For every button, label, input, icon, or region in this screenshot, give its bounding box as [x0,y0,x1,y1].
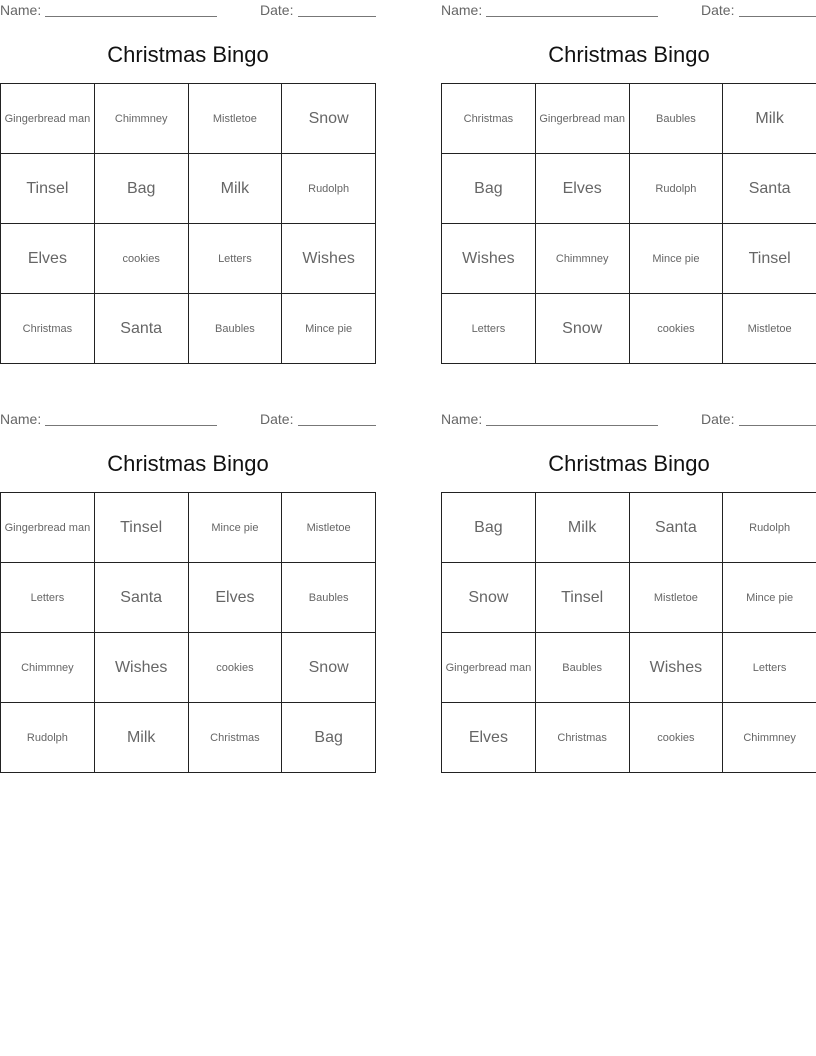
grid-row [442,703,816,773]
bingo-cell[interactable]: Baubles [188,294,282,364]
bingo-cell[interactable]: Snow [535,294,629,364]
bingo-cell[interactable]: Wishes [282,224,376,294]
card-title: Christmas Bingo [548,451,710,476]
bingo-cell[interactable]: Gingerbread man [1,493,95,563]
date-label: Date: [260,411,294,427]
bingo-cell[interactable]: Gingerbread man [535,84,629,154]
name-field[interactable] [486,16,658,17]
bingo-cell[interactable]: Milk [188,154,282,224]
date-label: Date: [701,2,735,18]
grid-row [442,224,816,294]
bingo-cell[interactable]: Christmas [188,703,282,773]
bingo-cell[interactable]: Baubles [629,84,723,154]
bingo-cell[interactable]: Chimmney [1,633,95,703]
grid-row [442,84,816,154]
bingo-cell[interactable]: Snow [282,84,376,154]
date-field[interactable] [298,16,376,17]
bingo-cell[interactable]: Christmas [442,84,536,154]
bingo-cell[interactable]: Mince pie [188,493,282,563]
bingo-cell[interactable]: Tinsel [94,493,188,563]
bingo-cell[interactable]: Letters [723,633,816,703]
bingo-cell[interactable]: Snow [442,563,536,633]
bingo-cell[interactable]: Wishes [629,633,723,703]
date-field[interactable] [739,425,816,426]
bingo-grid [441,83,816,364]
bingo-cell[interactable]: Baubles [282,563,376,633]
grid-row [1,563,376,633]
bingo-cell[interactable]: Bag [94,154,188,224]
bingo-cell[interactable]: Elves [535,154,629,224]
bingo-cell[interactable]: Milk [535,493,629,563]
bingo-cell[interactable]: Santa [723,154,816,224]
grid-row [1,703,376,773]
date-label: Date: [260,2,294,18]
bingo-cell[interactable]: Elves [1,224,95,294]
bingo-cell[interactable]: Chimmney [535,224,629,294]
bingo-cell[interactable]: Mince pie [282,294,376,364]
grid-row [1,633,376,703]
bingo-cell[interactable]: Santa [629,493,723,563]
bingo-cell[interactable]: Santa [94,294,188,364]
bingo-cell[interactable]: Milk [94,703,188,773]
bingo-cell[interactable]: Elves [188,563,282,633]
bingo-cell[interactable]: Elves [442,703,536,773]
grid-row [442,294,816,364]
bingo-cell[interactable]: Gingerbread man [442,633,536,703]
bingo-cell[interactable]: Christmas [1,294,95,364]
date-label: Date: [701,411,735,427]
name-label: Name: [441,411,483,427]
bingo-cell[interactable]: Letters [1,563,95,633]
grid-row [442,633,816,703]
bingo-cell[interactable]: Mince pie [629,224,723,294]
card-title: Christmas Bingo [107,42,269,67]
bingo-cell[interactable]: cookies [629,703,723,773]
bingo-cell[interactable]: Mistletoe [629,563,723,633]
bingo-cell[interactable]: Mistletoe [188,84,282,154]
bingo-cell[interactable]: Mince pie [723,563,816,633]
bingo-cell[interactable]: Rudolph [282,154,376,224]
bingo-cell[interactable]: cookies [629,294,723,364]
bingo-cell[interactable]: Tinsel [1,154,95,224]
bingo-cell[interactable]: Rudolph [723,493,816,563]
date-field[interactable] [739,16,816,17]
date-field[interactable] [298,425,376,426]
name-label: Name: [0,2,42,18]
bingo-cell[interactable]: Rudolph [629,154,723,224]
card-header [0,0,376,22]
bingo-grid [441,492,816,773]
bingo-cell[interactable]: Bag [442,154,536,224]
bingo-cell[interactable]: cookies [188,633,282,703]
bingo-cell[interactable]: Wishes [94,633,188,703]
bingo-cell[interactable]: Snow [282,633,376,703]
bingo-cell[interactable]: Tinsel [535,563,629,633]
bingo-cell[interactable]: Milk [723,84,816,154]
grid-row [1,224,376,294]
grid-row [1,294,376,364]
bingo-cell[interactable]: Rudolph [1,703,95,773]
bingo-cell[interactable]: Bag [442,493,536,563]
bingo-grid [0,492,376,773]
name-field[interactable] [45,16,217,17]
bingo-cell[interactable]: cookies [94,224,188,294]
bingo-cell[interactable]: Chimmney [94,84,188,154]
grid-row [1,84,376,154]
bingo-cell[interactable]: Letters [188,224,282,294]
bingo-grid [0,83,376,364]
name-field[interactable] [486,425,658,426]
grid-row [442,154,816,224]
bingo-cell[interactable]: Mistletoe [282,493,376,563]
bingo-cell[interactable]: Wishes [442,224,536,294]
card-header [441,409,816,431]
bingo-cell[interactable]: Baubles [535,633,629,703]
card-header [441,0,816,22]
bingo-cell[interactable]: Bag [282,703,376,773]
grid-row [442,493,816,563]
bingo-cell[interactable]: Mistletoe [723,294,816,364]
grid-row [442,563,816,633]
bingo-cell[interactable]: Tinsel [723,224,816,294]
grid-row [1,154,376,224]
name-label: Name: [441,2,483,18]
grid-row [1,493,376,563]
bingo-cell[interactable]: Santa [94,563,188,633]
bingo-cell[interactable]: Letters [442,294,536,364]
card-title: Christmas Bingo [107,451,269,476]
name-field[interactable] [45,425,217,426]
bingo-cell[interactable]: Gingerbread man [1,84,95,154]
card-header [0,409,376,431]
name-label: Name: [0,411,42,427]
bingo-cell[interactable]: Christmas [535,703,629,773]
card-title: Christmas Bingo [548,42,710,67]
bingo-cell[interactable]: Chimmney [723,703,816,773]
